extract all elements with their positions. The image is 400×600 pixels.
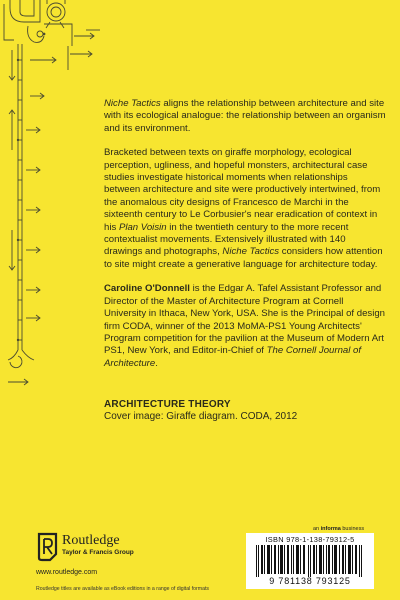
ebook-availability-note: Routledge titles are available as eBook editions in a range of digital formats: [36, 586, 210, 592]
plan-voisin-italic: Plan Voisin: [118, 221, 167, 233]
routledge-logo-icon: [36, 532, 58, 562]
publisher-website: www.routledge.com: [36, 569, 98, 576]
barcode-bars: [256, 545, 364, 577]
informa-prefix: an: [313, 526, 321, 532]
publisher-group: Taylor & Francis Group: [62, 549, 134, 556]
journal-title-italic: The Cornell Journal of Architecture: [104, 345, 362, 369]
subject-category: ARCHITECTURE THEORY: [104, 399, 231, 410]
blurb-paragraph-description: [104, 147, 386, 271]
blurb-paragraph-author: [104, 283, 386, 370]
book-title-italic: Niche Tactics: [104, 98, 161, 109]
publisher-logo-block: [36, 530, 176, 570]
author-bio-text: is the Edgar A. Tafel Assistant Professor and Director of the Master of Architecture Program at Cornell University in Ithaca, New York, USA. She is the Principal of design firm CODA, winner of the 2013 MoMA-PS1 Young Architects' Program competition for the pavilion at the Museum of Modern Art PS1, New York, and Editor-in-Chief of: [104, 283, 386, 357]
blurb-paragraph-intro: [104, 98, 386, 135]
cover-image-credit: Cover image: Giraffe diagram. CODA, 2012: [104, 411, 298, 422]
book-title-italic-2: Niche Tactics: [222, 246, 280, 258]
informa-business-note: [313, 526, 364, 532]
description-text-2: in the twentieth century to the more recent contextualist movements. Extensively illustrated with 140 drawings and photographs,: [104, 221, 349, 258]
back-cover-blurb: [104, 98, 386, 382]
giraffe-diagram-illustration: [0, 0, 100, 390]
description-text-3: considers how attention to site might create a generative language for architecture today.: [104, 246, 383, 270]
author-bio-end: .: [155, 357, 158, 369]
author-name: Caroline O'Donnell: [104, 283, 190, 295]
isbn-number: ISBN 978-1-138-79312-5: [265, 535, 355, 544]
informa-suffix: business: [340, 526, 365, 532]
ean-number: 9 781138 793125: [269, 576, 351, 586]
informa-word: informa: [320, 526, 341, 532]
description-text-1: Bracketed between texts on giraffe morphology, ecological perception, ugliness, and hopeful monsters, architectural case studies investigate historical moments when relationships between architecture and site were productively intertwined, from the anomalous city designs of Francesco de Marchi in the sixteenth century to Le Corbusier's near eradication of context in his: [104, 147, 381, 233]
intro-text: aligns the relationship between architecture and site with its ecological analogue: the relationship between an organism and its environment.: [104, 98, 386, 134]
isbn-barcode: [246, 533, 374, 589]
publisher-name: Routledge: [62, 533, 120, 548]
